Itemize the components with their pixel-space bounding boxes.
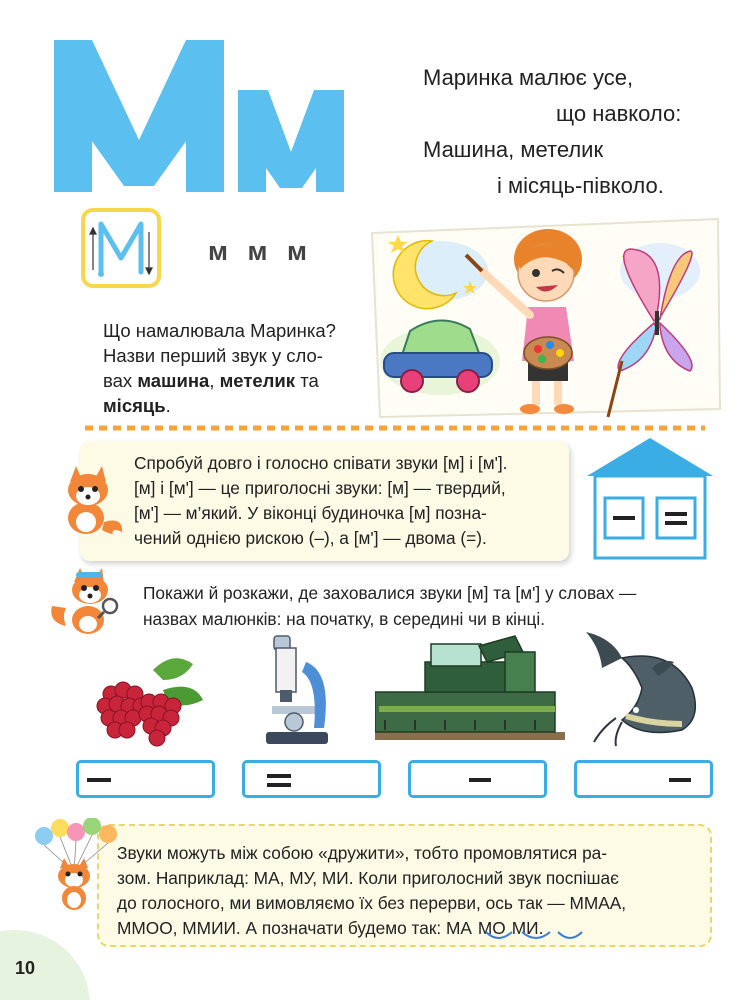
sound-label: м м м xyxy=(208,236,313,266)
word-metelyk: метелик xyxy=(219,370,296,391)
big-letter-heading xyxy=(48,18,348,198)
poem-line-4: і місяць-півколо. xyxy=(497,173,664,198)
hard-sound-mark xyxy=(669,778,691,782)
answer-box[interactable] xyxy=(76,760,215,798)
bottom-text: ММОО, ММИИ. А позначати будемо так: xyxy=(117,918,446,938)
letter-stroke-icon xyxy=(85,212,157,284)
bottom-line-2: зом. Наприклад: МА, МУ, МИ. Коли приголосний звук поспішає xyxy=(117,868,619,888)
question-line-2: Назви перший звук у сло- xyxy=(103,345,323,366)
info-line-4: чений однією рискою (–), а [м'] — двома (=). xyxy=(134,528,487,548)
question-text: . xyxy=(165,395,171,416)
question-line-3 xyxy=(103,368,319,393)
question-line-4 xyxy=(103,393,171,418)
task-line-2: назвах малюнків: на початку, в середині чи в кінці. xyxy=(143,609,546,629)
info-line-1: Спробуй довго і голосно співати звуки [м] і [м']. xyxy=(134,453,508,473)
fox-balloons-icon xyxy=(30,818,125,913)
task-line-1: Покажи й розкажи, де заховалися звуки [м] та [м'] у словах — xyxy=(143,583,637,603)
hard-sound-mark xyxy=(87,778,111,782)
hard-sound-mark xyxy=(469,778,491,782)
question-text: та xyxy=(295,370,319,391)
answer-box[interactable] xyxy=(242,760,381,798)
soft-sound-mark xyxy=(267,774,291,778)
page-corner-decoration xyxy=(0,930,90,1000)
syllable-ma: МА xyxy=(445,918,472,938)
poem-line-3: Машина, метелик xyxy=(423,137,604,162)
poem-line-1: Маринка малює усе, xyxy=(423,65,634,90)
word-misiats: місяць xyxy=(103,395,166,416)
soft-sound-mark xyxy=(267,783,291,787)
dashed-divider xyxy=(85,419,705,427)
poem-line-2: що навколо: xyxy=(556,101,682,126)
info-line-3: [м'] — м’який. У віконці будиночка [м] позна- xyxy=(134,503,487,523)
letter-writing-guide xyxy=(81,208,161,288)
girl-painting-illustration xyxy=(370,211,722,421)
microscope-icon xyxy=(258,632,336,748)
word-mashyna: машина xyxy=(137,370,210,391)
syllable-my: МИ. xyxy=(511,918,544,938)
bottom-line-3: до голосного, ми вимовляємо їх без перерви, ось так — ММАА, xyxy=(117,893,627,913)
syllable-arcs xyxy=(484,930,594,944)
bottom-line-1: Звуки можуть між собою «дружити», тобто промовлятися ра- xyxy=(117,843,608,863)
question-line-1: Що намалювала Маринка? xyxy=(103,320,336,341)
info-line-2: [м] і [м'] — це приголосні звуки: [м] — твердий, xyxy=(134,478,506,498)
sound-house-diagram xyxy=(585,436,715,561)
raspberry-icon xyxy=(93,650,205,750)
question-text: вах xyxy=(103,370,138,391)
question-text: , xyxy=(209,370,220,391)
page-number: 10 xyxy=(15,958,36,978)
catfish-icon xyxy=(582,628,712,748)
answer-box[interactable] xyxy=(574,760,713,798)
syllable-mo: МО xyxy=(477,918,506,938)
answer-box[interactable] xyxy=(408,760,547,798)
fox-mascot-icon xyxy=(52,460,132,540)
fox-magnifier-icon xyxy=(46,562,126,642)
combine-harvester-icon xyxy=(375,632,565,747)
